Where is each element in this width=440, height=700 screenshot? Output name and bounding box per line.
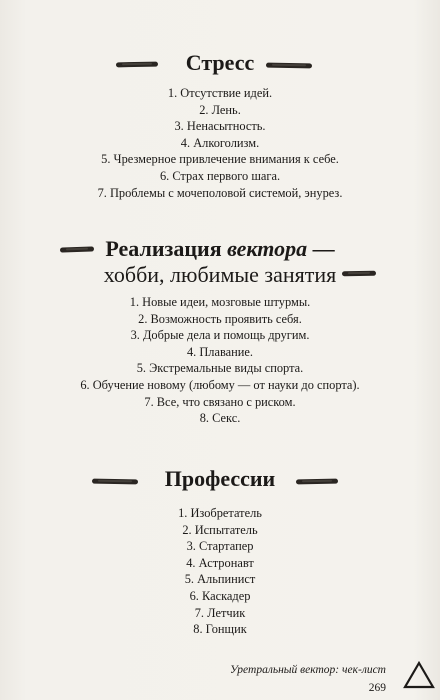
list-item: 1. Изобретатель [178,506,262,520]
list-item: 3. Ненасытность. [174,119,266,134]
realization-list [0,294,440,427]
heading-row [0,50,440,80]
left-brush-stroke [92,479,138,485]
list-item: 5. Чрезмерное привлечение внимания к себе. [101,152,339,167]
list-item: 5. Альпинист [184,572,256,587]
list-item: 1. Отсутствие идей. [167,86,273,100]
section-professions [0,466,440,638]
section-realization [0,236,440,427]
list-item: 3. Добрые дела и помощь другим. [130,328,310,343]
page-number: 269 [368,682,386,694]
section-heading: Стресс [185,50,255,75]
list-item: 8. Гонщик [193,622,247,637]
heading-emphasis: вектора [227,236,308,261]
list-item: 4. Плавание. [186,344,254,359]
list-item: 2. Возможность проявить себя. [138,311,302,326]
list-item: 2. Испытатель [182,522,258,537]
heading-row [0,466,440,496]
list-item: 1. Новые идеи, мозговые штурмы. [129,295,311,309]
professions-list [0,505,440,638]
heading-text: Реализация [105,236,228,261]
list-item: 7. Все, что связано с риском. [144,394,296,409]
list-item: 2. Лень. [199,102,241,117]
section-heading-line2: хобби, любимые занятия [103,262,337,287]
stress-list [0,85,440,201]
section-stress [0,50,440,201]
heading-dash: — [307,236,335,261]
list-item: 7. Летчик [194,605,246,620]
section-heading: Профессии [164,466,276,491]
running-title: Уретральный вектор: чек-лист [230,664,386,676]
right-brush-stroke [266,63,312,69]
list-item: 6. Обучение новому (любому — от науки до спорта). [80,377,360,392]
list-item: 8. Секс. [199,411,241,426]
list-item: 4. Астронавт [186,555,254,570]
list-item: 4. Алкоголизм. [180,135,260,150]
right-brush-stroke [342,271,376,277]
right-brush-stroke [296,479,338,485]
list-item: 6. Каскадер [189,588,251,603]
list-item: 3. Стартапер [186,539,254,554]
list-item: 5. Экстремальные виды спорта. [136,361,304,376]
list-item: 6. Страх первого шага. [159,168,281,183]
list-item: 7. Проблемы с мочеполовой системой, энурез. [97,185,343,200]
triangle-icon [402,660,436,690]
left-brush-stroke [116,62,158,68]
heading-row [0,236,440,286]
